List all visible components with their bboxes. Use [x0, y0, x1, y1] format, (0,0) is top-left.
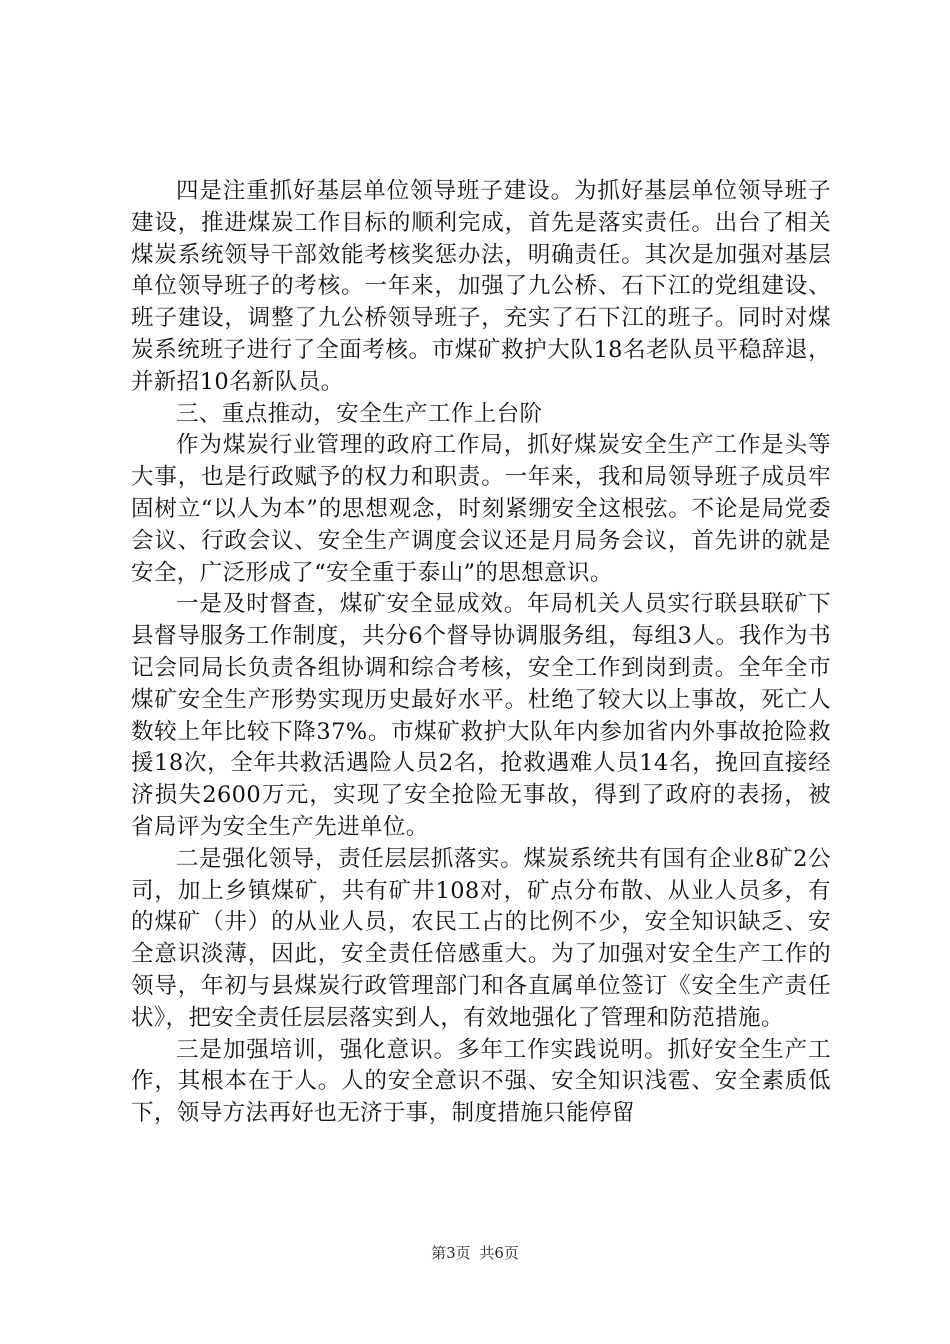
paragraph-inspection: 一是及时督查，煤矿安全显成效。年局机关人员实行联县联矿下县督导服务工作制度，共分6个督导协调服务组，每组3人。我作为书记会同局长负责各组协调和综合考核，安全工作到岗到责。全年全市煤矿安全生产形势实现历史最好水平。杜绝了较大以上事故，死亡人数较上年比较下降37%。市煤矿救护大队年内参加省内外事故抢险救援18次，全年共救活遇险人员2名，抢救遇难人员14名，挽回直接经济损失2600万元，实现了安全抢险无事故，得到了政府的表扬，被省局评为安全生产先进单位。: [131, 591, 831, 840]
page-number: 第3页: [431, 1244, 471, 1262]
page-total: 共6页: [479, 1244, 519, 1262]
page-footer: [0, 1243, 950, 1263]
document-body: [131, 176, 831, 1130]
paragraph-safety-intro: 作为煤炭行业管理的政府工作局，抓好煤炭安全生产工作是头等大事，也是行政赋予的权力和职责。一年来，我和局领导班子成员牢固树立“以人为本”的思想观念，时刻紧绷安全这根弦。不论是局党委会议、行政会议、安全生产调度会议还是月局务会议，首先讲的就是安全，广泛形成了“安全重于泰山”的思想意识。: [131, 432, 831, 586]
paragraph-training: 三是加强培训，强化意识。多年工作实践说明。抓好安全生产工作，其根本在于人。人的安全意识不强、安全知识浅雹、安全素质低下，领导方法再好也无济于事，制度措施只能停留: [131, 1036, 831, 1127]
section-heading-safety: 三、重点推动，安全生产工作上台阶: [176, 400, 543, 427]
paragraph-leadership-building: 四是注重抓好基层单位领导班子建设。为抓好基层单位领导班子建设，推进煤炭工作目标的顺利完成，首先是落实责任。出台了相关煤炭系统领导干部效能考核奖惩办法，明确责任。其次是加强对基层单位领导班子的考核。一年来，加强了九公桥、石下江的党组建设、班子建设，调整了九公桥领导班子，充实了石下江的班子。同时对煤炭系统班子进行了全面考核。市煤矿救护大队18名老队员平稳辞退，并新招10名新队员。: [131, 178, 831, 395]
paragraph-responsibility: 二是强化领导，责任层层抓落实。煤炭系统共有国有企业8矿2公司，加上乡镇煤矿，共有矿井108对，矿点分布散、从业人员多，有的煤矿（井）的从业人员，农民工占的比例不少，安全知识缺乏、安全意识淡薄，因此，安全责任倍感重大。为了加强对安全生产工作的领导，年初与县煤炭行政管理部门和各直属单位签订《安全生产责任状》，把安全责任层层落实到人，有效地强化了管理和防范措施。: [131, 845, 831, 1031]
